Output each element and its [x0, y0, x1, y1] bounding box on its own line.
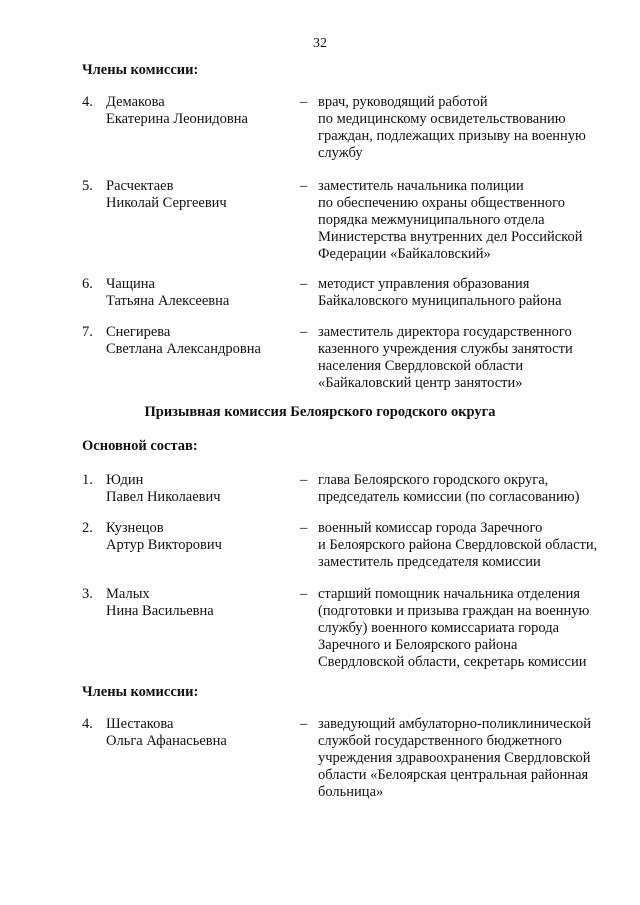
role-line: (подготовки и призыва граждан на военную — [318, 603, 590, 619]
entry-number: 6. — [82, 276, 93, 292]
role-line: заместитель начальника полиции — [318, 178, 524, 194]
surname: Демакова — [106, 94, 165, 110]
role-line: и Белоярского района Свердловской области, — [318, 537, 598, 553]
member-name — [106, 276, 229, 310]
role-line: Заречного и Белоярского района — [318, 637, 518, 653]
member-name — [106, 716, 227, 750]
role-line: области «Белоярская центральная районная — [318, 767, 589, 783]
role-line: больница» — [318, 784, 384, 800]
role-line: порядка межмуниципального отдела — [318, 212, 545, 228]
role-line: казенного учреждения службы занятости — [318, 341, 573, 357]
role-line: граждан, подлежащих призыву на военную — [318, 128, 586, 144]
role-line: заведующий амбулаторно-поликлинической — [318, 716, 591, 732]
member-role — [318, 472, 618, 506]
member-role — [318, 324, 618, 392]
members-heading-1: Члены комиссии: — [82, 62, 199, 78]
surname: Кузнецов — [106, 520, 164, 536]
given-names: Николай Сергеевич — [106, 195, 227, 211]
role-line: методист управления образования — [318, 276, 530, 292]
page-number: 32 — [313, 36, 327, 51]
surname: Расчектаев — [106, 178, 174, 194]
role-line: военный комиссар города Заречного — [318, 520, 543, 536]
role-line: службой государственного бюджетного — [318, 733, 562, 749]
surname: Малых — [106, 586, 150, 602]
given-names: Светлана Александровна — [106, 341, 261, 357]
entry-number: 2. — [82, 520, 93, 536]
member-name — [106, 94, 248, 128]
given-names: Екатерина Леонидовна — [106, 111, 248, 127]
member-role — [318, 178, 618, 263]
members-heading-2: Члены комиссии: — [82, 684, 199, 700]
dash: – — [300, 178, 308, 194]
role-line: Министерства внутренних дел Российской — [318, 229, 583, 245]
member-name — [106, 324, 261, 358]
role-line: службу) военного комиссариата города — [318, 620, 560, 636]
role-line: службу — [318, 145, 363, 161]
role-line: Байкаловского муниципального района — [318, 293, 562, 309]
given-names: Павел Николаевич — [106, 489, 221, 505]
dash: – — [300, 324, 308, 340]
dash: – — [300, 716, 308, 732]
role-line: глава Белоярского городского округа, — [318, 472, 549, 488]
dash: – — [300, 586, 308, 602]
dash: – — [300, 472, 308, 488]
entry-number: 4. — [82, 94, 93, 110]
member-role — [318, 520, 618, 571]
given-names: Нина Васильевна — [106, 603, 214, 619]
surname: Снегирева — [106, 324, 171, 340]
main-composition-heading: Основной состав: — [82, 438, 198, 454]
entry-number: 7. — [82, 324, 93, 340]
entry-number: 4. — [82, 716, 93, 732]
member-role — [318, 716, 618, 801]
member-name — [106, 178, 227, 212]
member-name — [106, 520, 222, 554]
commission-title: Призывная комиссия Белоярского городского округа — [144, 404, 496, 420]
member-name — [106, 472, 221, 506]
role-line: учреждения здравоохранения Свердловской — [318, 750, 591, 766]
given-names: Ольга Афанасьевна — [106, 733, 227, 749]
entry-number: 1. — [82, 472, 93, 488]
member-role — [318, 586, 618, 671]
surname: Юдин — [106, 472, 144, 488]
role-line: председатель комиссии (по согласованию) — [318, 489, 580, 505]
member-name — [106, 586, 214, 620]
dash: – — [300, 276, 308, 292]
role-line: заместитель директора государственного — [318, 324, 572, 340]
dash: – — [300, 94, 308, 110]
role-line: заместитель председателя комиссии — [318, 554, 541, 570]
dash: – — [300, 520, 308, 536]
member-role — [318, 94, 618, 162]
role-line: «Байкаловский центр занятости» — [318, 375, 523, 391]
role-line: врач, руководящий работой — [318, 94, 488, 110]
entry-number: 3. — [82, 586, 93, 602]
given-names: Татьяна Алексеевна — [106, 293, 230, 309]
role-line: старший помощник начальника отделения — [318, 586, 581, 602]
entry-number: 5. — [82, 178, 93, 194]
given-names: Артур Викторович — [106, 537, 222, 553]
role-line: по обеспечению охраны общественного — [318, 195, 565, 211]
role-line: населения Свердловской области — [318, 358, 524, 374]
surname: Чащина — [106, 276, 155, 292]
role-line: по медицинскому освидетельствованию — [318, 111, 566, 127]
member-role — [318, 276, 618, 310]
role-line: Федерации «Байкаловский» — [318, 246, 491, 262]
surname: Шестакова — [106, 716, 174, 732]
role-line: Свердловской области, секретарь комиссии — [318, 654, 587, 670]
